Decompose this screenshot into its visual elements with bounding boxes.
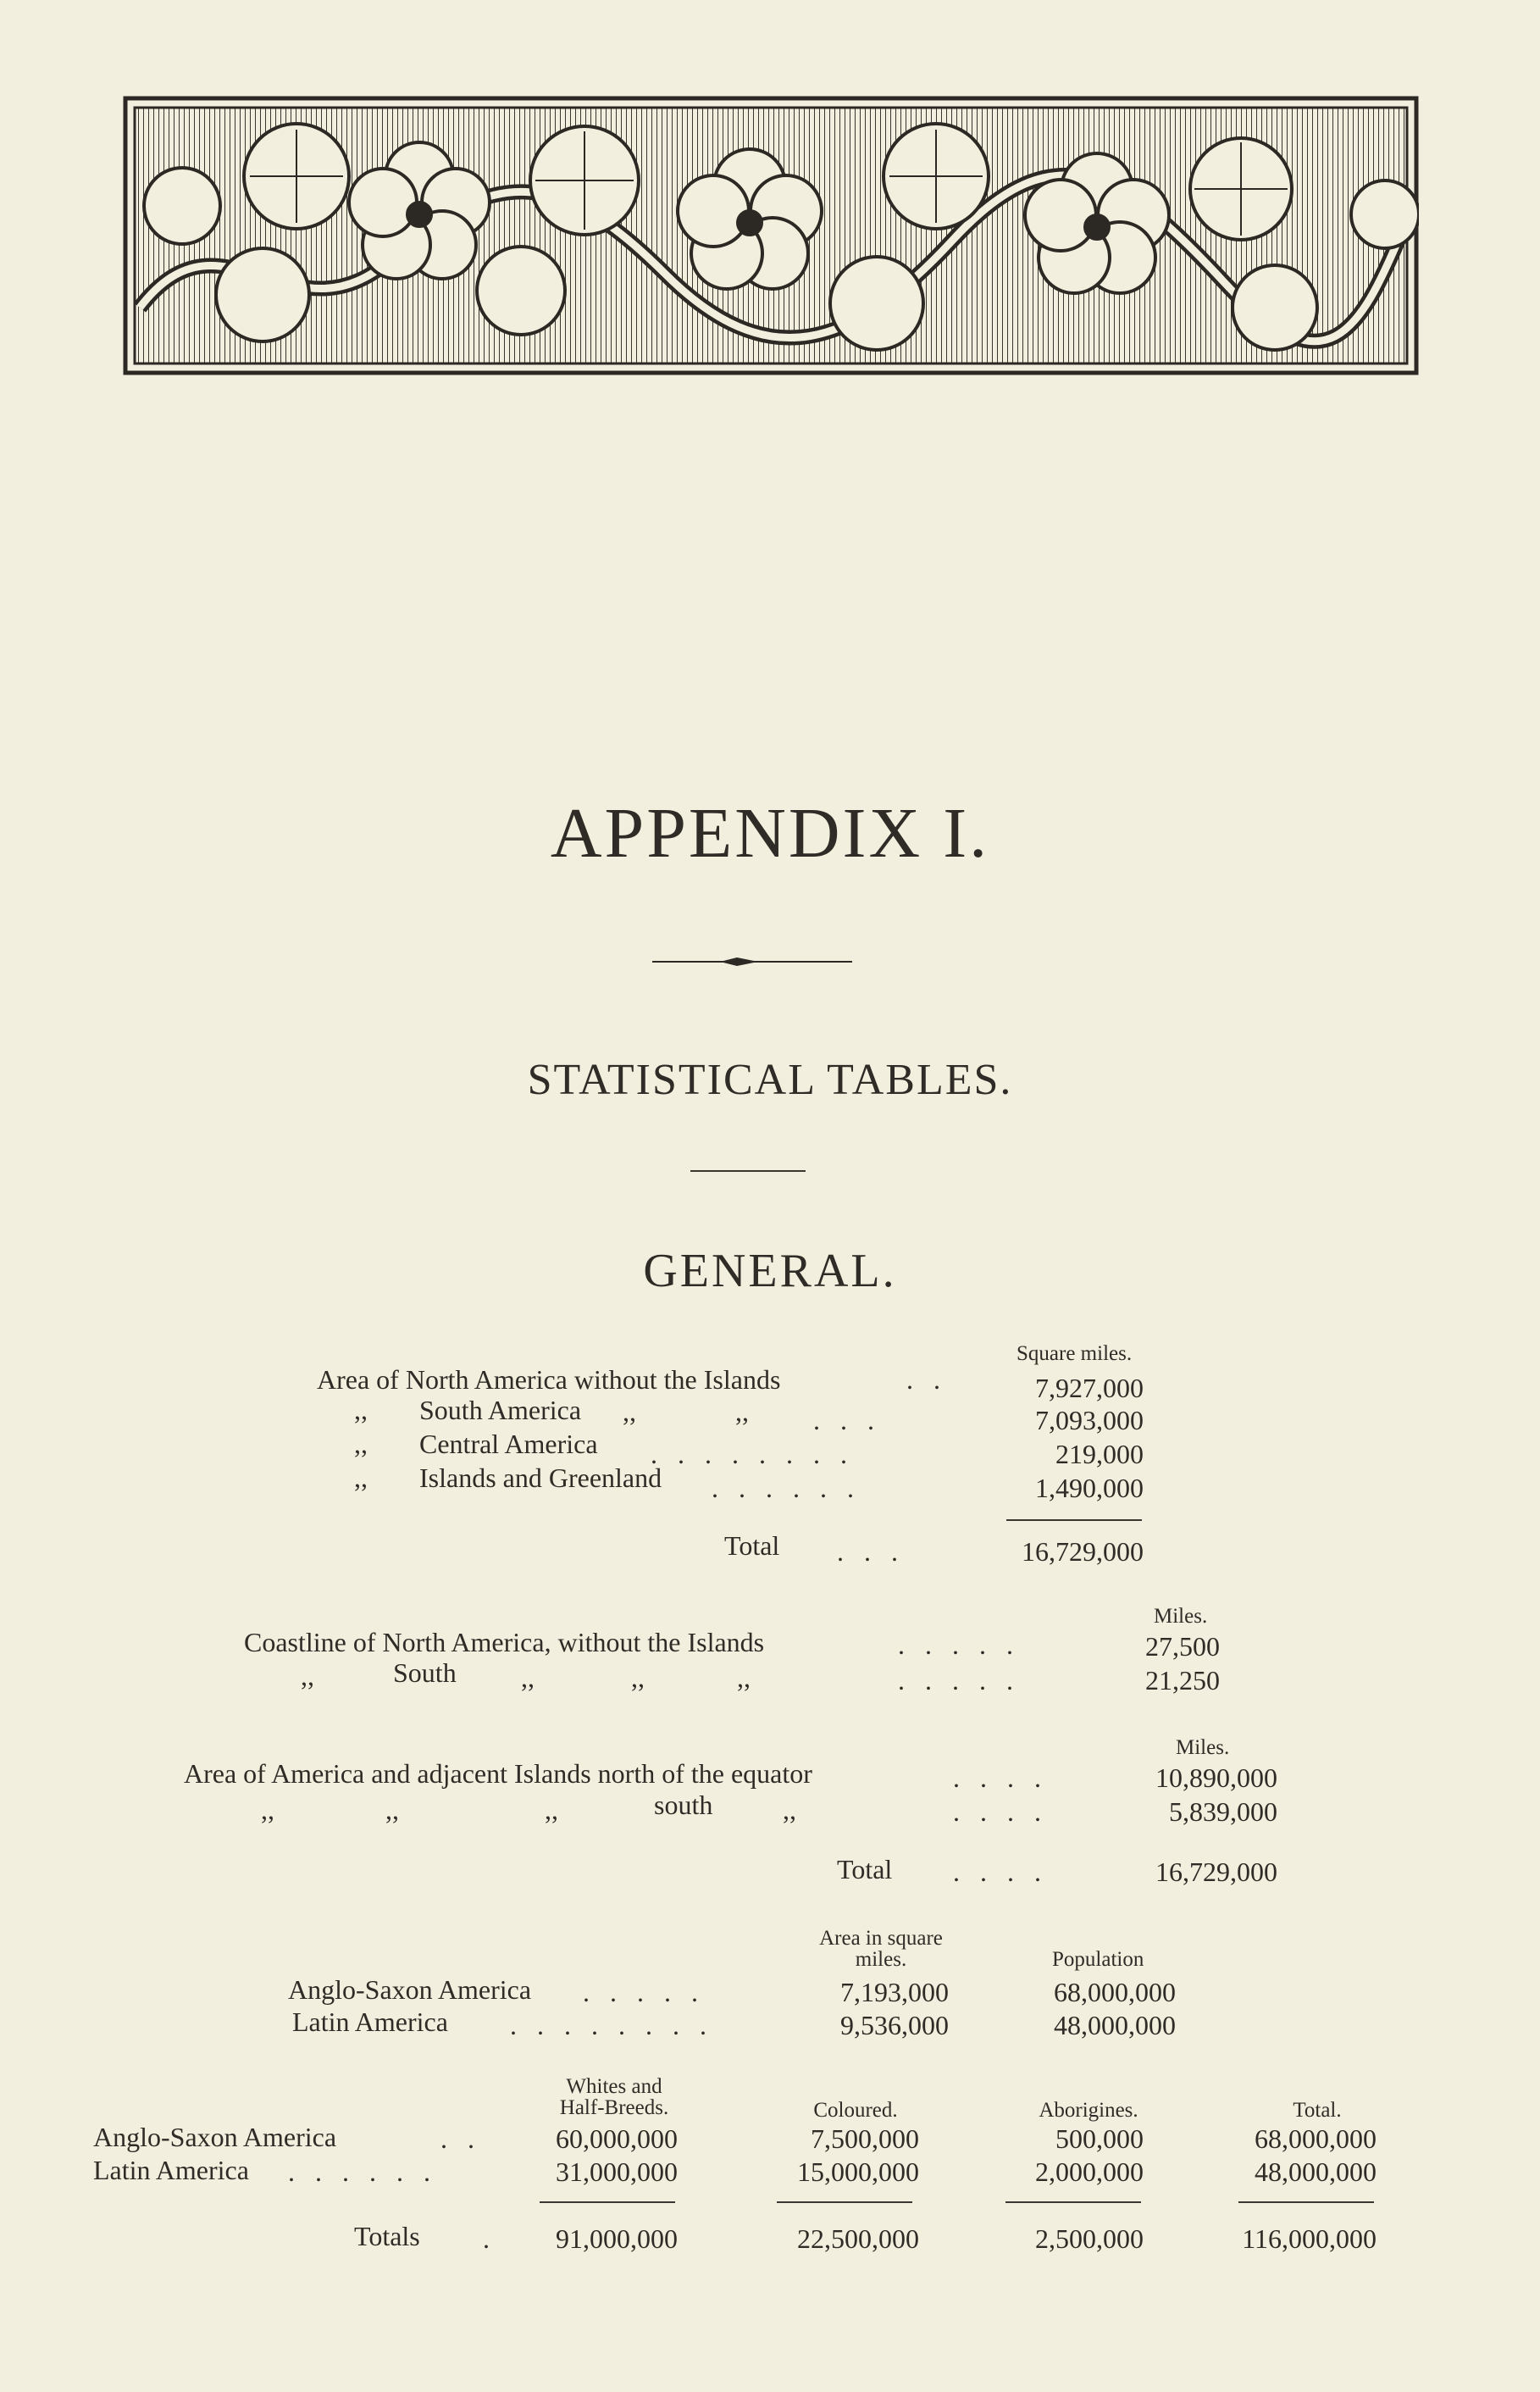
table-row-value: 219,000 [1055,1439,1144,1469]
column-header: Population [1052,1948,1144,1971]
leader-dots: .... [953,1796,1061,1827]
totals-cell: 91,000,000 [556,2223,678,2254]
total-value: 16,729,000 [1022,1536,1144,1567]
leader-dots: ...... [288,2156,451,2187]
ditto-mark: ,, [735,1396,749,1427]
ditto-mark: ,, [737,1662,751,1693]
total-value: 16,729,000 [1155,1856,1277,1887]
unit-header: Miles. [1176,1736,1230,1759]
leader-dots: ... [837,1536,918,1567]
total-label: Total [724,1530,780,1561]
totals-label: Totals [354,2221,420,2251]
leader-dots: .. [906,1364,961,1395]
table-cell: 500,000 [1055,2123,1144,2154]
totals-cell: 116,000,000 [1242,2223,1377,2254]
table-row-value: 27,500 [1145,1631,1220,1662]
ditto-mark: ,, [354,1429,368,1459]
ditto-mark: ,, [631,1662,645,1693]
table-row-label: Coastline of North America, without the Islands [244,1627,765,1657]
leader-dots: .. [440,2123,495,2154]
table-cell-area: 7,193,000 [840,1977,949,2007]
table-cell: 7,500,000 [811,2123,919,2154]
sum-rule [777,2201,912,2203]
ditto-mark: ,, [261,1795,274,1825]
column-header: Aborigines. [1039,2099,1138,2122]
column-header: Whites and Half-Breeds. [559,2075,669,2119]
table-row-label: Latin America [93,2155,249,2185]
table-row-label: South America [419,1395,582,1425]
table-row-label: south [654,1790,713,1820]
unit-header: Miles. [1154,1605,1208,1628]
table-row-value: 7,093,000 [1035,1405,1144,1435]
table-cell: 31,000,000 [556,2156,678,2187]
table-row-value: 1,490,000 [1035,1473,1144,1503]
leader-dots: ..... [898,1629,1033,1660]
table-row-label: Area of America and adjacent Islands north of the equator [184,1758,812,1789]
table-cell: 15,000,000 [797,2156,919,2187]
general-heading: GENERAL. [643,1245,897,1297]
leader-dots: ..... [583,1977,718,2007]
sum-rule [1006,1519,1142,1521]
ditto-mark: ,, [385,1795,399,1825]
table-row-label: Central America [419,1429,598,1459]
table-row-value: 5,839,000 [1169,1796,1277,1827]
unit-header: Square miles. [1017,1342,1133,1365]
leader-dots: ........ [651,1439,867,1469]
appendix-title: APPENDIX I. [550,794,990,873]
ditto-mark: ,, [521,1662,535,1693]
table-cell-population: 48,000,000 [1054,2010,1176,2040]
table-row-label: Area of North America without the Islands [317,1364,781,1395]
floral-border-ornament [123,96,1419,375]
table-row-label: Anglo-Saxon America [288,1974,532,2005]
ditto-mark: ,, [623,1396,636,1427]
leader-dots: . [483,2223,510,2254]
leader-dots: .... [953,1856,1061,1887]
sum-rule [1005,2201,1141,2203]
column-header: Total. [1293,2099,1342,2122]
leader-dots: ... [813,1405,895,1435]
table-row-value: 21,250 [1145,1665,1220,1695]
table-cell-area: 9,536,000 [840,2010,949,2040]
table-cell-population: 68,000,000 [1054,1977,1176,2007]
divider-rule [690,1170,806,1172]
totals-cell: 2,500,000 [1035,2223,1144,2254]
table-cell: 60,000,000 [556,2123,678,2154]
totals-cell: 22,500,000 [797,2223,919,2254]
table-cell: 2,000,000 [1035,2156,1144,2187]
table-row-label: Anglo-Saxon America [93,2122,337,2152]
table-cell: 48,000,000 [1255,2156,1377,2187]
table-row-label: South [393,1657,457,1688]
leader-dots: ...... [712,1473,874,1503]
leader-dots: ..... [898,1665,1033,1695]
table-cell: 68,000,000 [1255,2123,1377,2154]
table-row-label: Latin America [292,2006,448,2037]
table-row-label: Islands and Greenland [419,1462,662,1493]
total-label: Total [837,1854,893,1884]
ditto-mark: ,, [545,1795,558,1825]
column-header: Coloured. [813,2099,898,2122]
ditto-mark: ,, [354,1462,368,1493]
table-row-value: 7,927,000 [1035,1373,1144,1403]
ditto-mark: ,, [354,1395,368,1425]
ditto-mark: ,, [301,1661,314,1691]
leader-dots: ........ [510,2010,727,2040]
sum-rule [1238,2201,1374,2203]
section-subtitle: STATISTICAL TABLES. [527,1056,1013,1104]
table-row-value: 10,890,000 [1155,1762,1277,1793]
diamond-divider-ornament [652,956,852,968]
sum-rule [540,2201,675,2203]
column-header: Area in square miles. [819,1927,943,1971]
ditto-mark: ,, [783,1795,796,1825]
leader-dots: .... [953,1762,1061,1793]
